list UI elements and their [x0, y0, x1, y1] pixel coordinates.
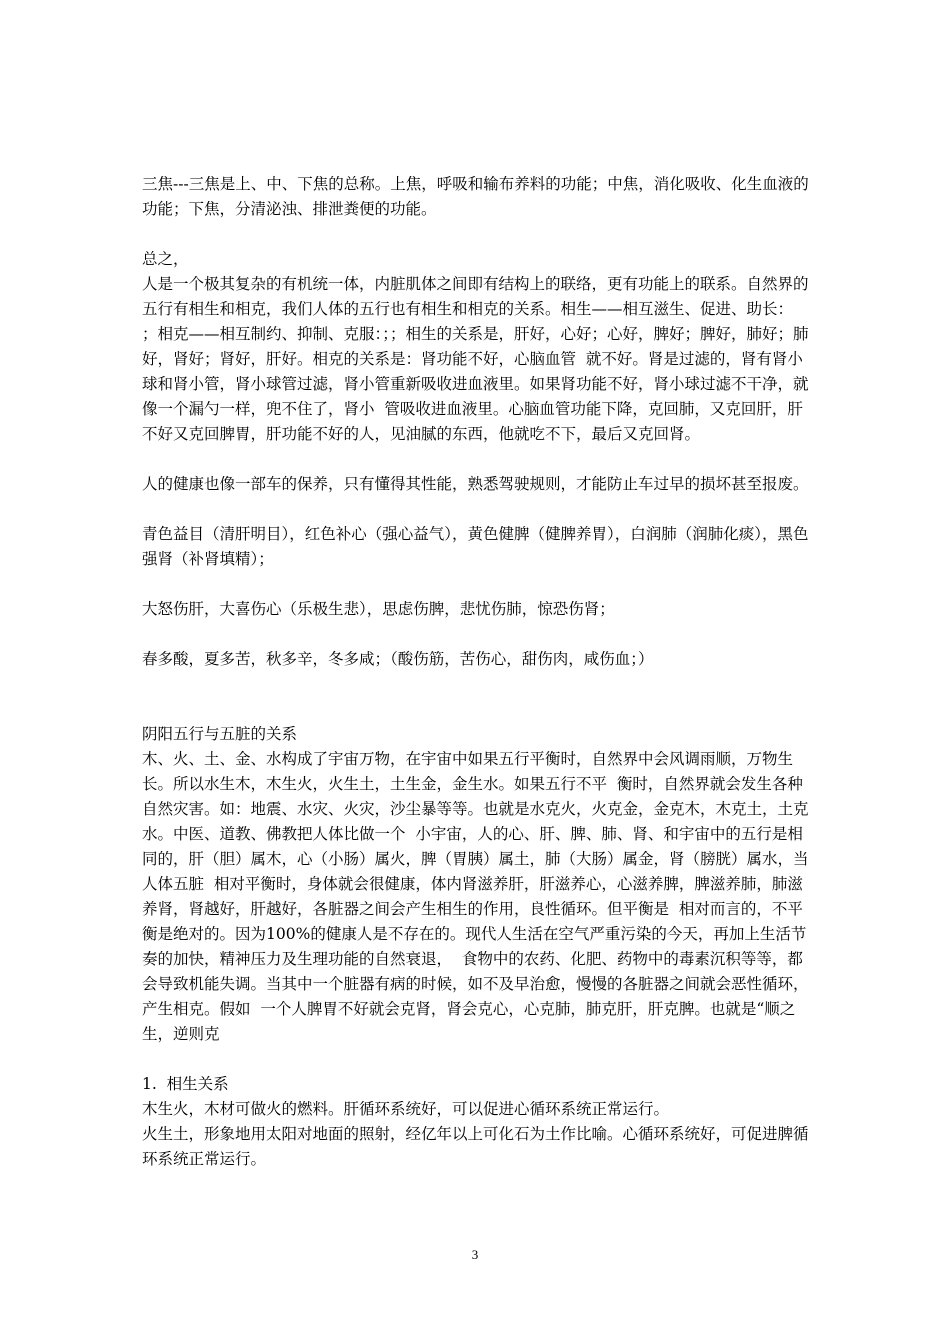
emotions-paragraph: 大怒伤肝，大喜伤心（乐极生悲），思虑伤脾，悲忧伤肺，惊恐伤肾；	[142, 600, 615, 618]
seasons-paragraph: 春多酸，夏多苦，秋多辛，冬多咸；（酸伤筋，苦伤心，甜伤肉，咸伤血；）	[142, 650, 654, 668]
spacer	[142, 497, 812, 522]
section1-line1: 木生火，木材可做火的燃料。肝循环系统好，可以促进心循环系统正常运行。	[142, 1100, 670, 1118]
spacer	[142, 572, 812, 597]
document-body	[142, 172, 812, 1172]
health-car-paragraph: 人的健康也像一部车的保养，只有懂得其性能，熟悉驾驶规则，才能防止车过早的损坏甚至报废。	[142, 475, 809, 493]
section1-title: 1. 相生关系	[142, 1075, 229, 1093]
yinyang-title: 阴阳五行与五脏的关系	[142, 725, 298, 743]
sanjiao-paragraph: 三焦---三焦是上、中、下焦的总称。上焦，呼吸和输布养料的功能；中焦，消化吸收、化生血液的功能；下焦，分清泌浊、排泄粪便的功能。	[142, 175, 809, 218]
zongzhi-heading: 总之，	[142, 250, 189, 268]
spacer	[142, 1047, 812, 1072]
page-number: 3	[471, 1247, 479, 1262]
spacer	[142, 447, 812, 472]
spacer	[142, 622, 812, 647]
spacer	[142, 222, 812, 247]
zongzhi-paragraph: 人是一个极其复杂的有机统一体，内脏肌体之间即有结构上的联络，更有功能上的联系。自然界的五行有相生和相克，我们人体的五行也有相生和相克的关系。相生——相互滋生、促进、助长： ；相克——相互制约、抑制、克服：；；相生的关系是，肝好，心好；心好，脾好；脾好，肺好；肺好，肾好；肾好，肝好。相克的关系是：肾功能不好，心脑血管 就不好。肾是过滤的，肾有肾小球和肾小管，肾小球管过滤，肾小管重新吸收进血液里。如果肾功能不好，肾小球过滤不干净，就像一个漏勺一样，兜不住了，肾小 管吸收进血液里。心脑血管功能下降，克回肺，又克回肝，肝不好又克回脾胃，肝功能不好的人，见油腻的东西，他就吃不下，最后又克回肾。	[142, 275, 809, 443]
section1-line2: 火生土，形象地用太阳对地面的照射，经亿年以上可化石为土作比喻。心循环系统好，可促进脾循环系统正常运行。	[142, 1125, 809, 1168]
colors-paragraph: 青色益目（清肝明目），红色补心（强心益气），黄色健脾（健脾养胃），白润肺（润肺化痰），黑色强肾（补肾填精）；	[142, 525, 809, 568]
yinyang-paragraph: 木、火、土、金、水构成了宇宙万物，在宇宙中如果五行平衡时，自然界中会风调雨顺，万物生长。所以水生木，木生火，火生土，土生金，金生水。如果五行不平 衡时，自然界就会发生各种自然灾害。如：地震、水灾、火灾，沙尘暴等等。也就是水克火，火克金，金克木，木克土，土克水。中医、道教、佛教把人体比做一个 小宇宙，人的心、肝、脾、肺、肾、和宇宙中的五行是相同的，肝（胆）属木，心（小肠）属火，脾（胃胰）属土，肺（大肠）属金，肾（膀胱）属水，当人体五脏 相对平衡时，身体就会很健康，体内肾滋养肝，肝滋养心，心滋养脾，脾滋养肺，肺滋养肾，肾越好，肝越好，各脏器之间会产生相生的作用，良性循环。但平衡是 相对而言的，不平衡是绝对的。因为100%的健康人是不存在的。现代人生活在空气严重污染的今天，再加上生活节奏的加快，精神压力及生理功能的自然衰退， 食物中的农药、化肥、药物中的毒素沉积等等，都会导致机能失调。当其中一个脏器有病的时候，如不及早治愈，慢慢的各脏器之间就会恶性循环，产生相克。假如 一个人脾胃不好就会克肾，肾会克心，心克肺，肺克肝，肝克脾。也就是“顺之生，逆则克	[142, 750, 809, 1043]
spacer	[142, 672, 812, 722]
